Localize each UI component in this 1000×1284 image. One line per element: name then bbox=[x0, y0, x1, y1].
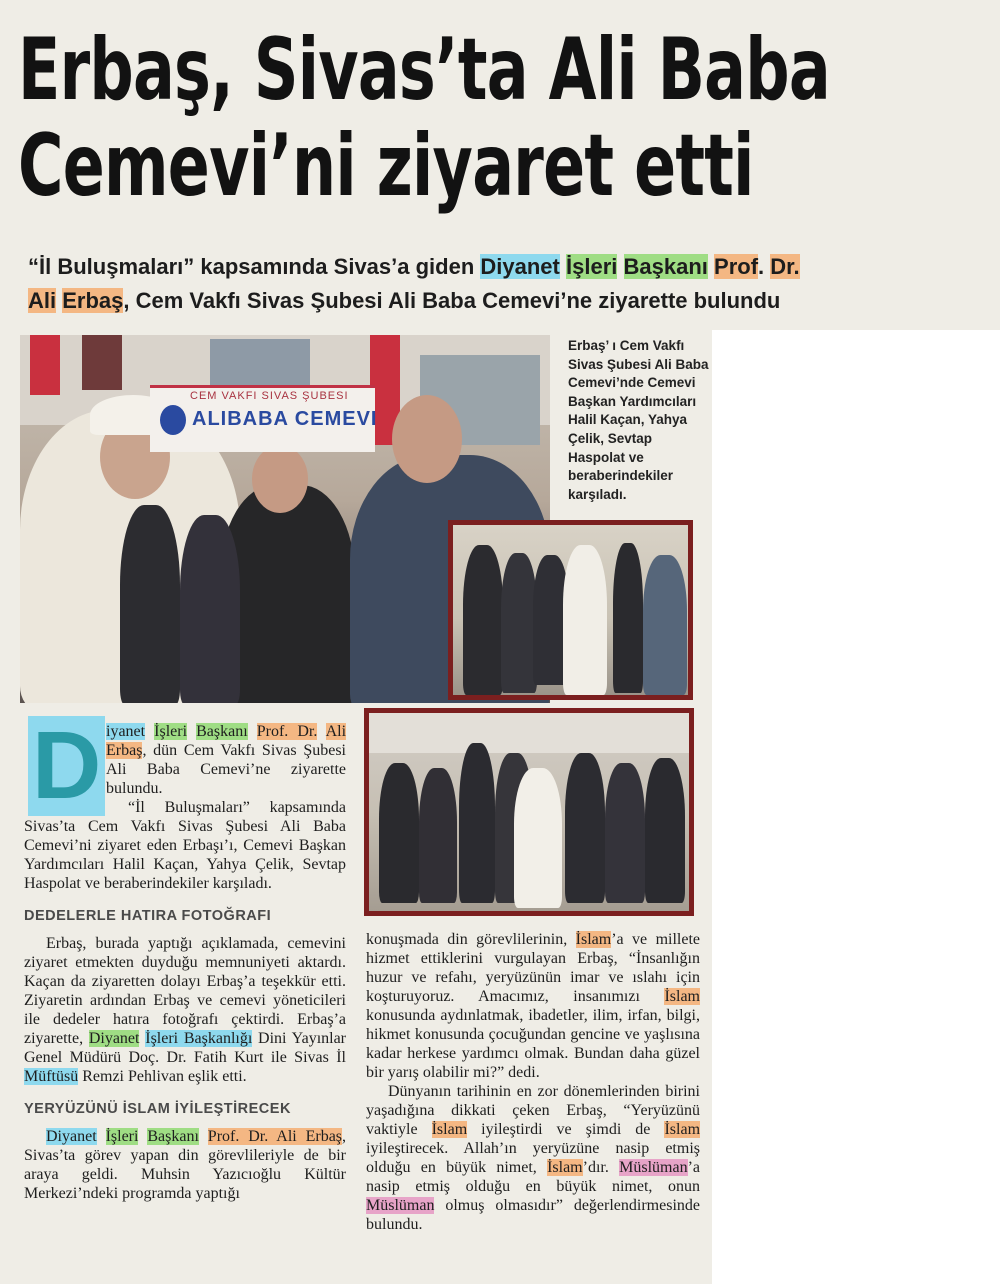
text: iyileştirecek. Allah’ın yeryüzüne nasip etmiş olduğu en büyük nimet, bbox=[366, 1140, 700, 1176]
paragraph: “İl Buluşmaları” kapsamında Sivas’ta Cem Vakfı Sivas Şubesi Ali Baba Cemevi’ni ziyaret eden Erbaşı’ı, Cemevi Başkan Yardımcıları Halil Kaçan, Yahya Çelik, Sevtap Haspolat ve beraberindekiler karşıladı. bbox=[24, 799, 346, 892]
person-figure bbox=[565, 753, 605, 903]
highlight: İslam bbox=[575, 931, 612, 948]
text: iyileştirdi ve şimdi de bbox=[467, 1121, 665, 1138]
text bbox=[145, 723, 154, 740]
text bbox=[248, 723, 257, 740]
section-subhead: DEDELERLE HATIRA FOTOĞRAFI bbox=[24, 908, 272, 924]
person-figure bbox=[501, 553, 537, 693]
room-ceiling bbox=[369, 713, 689, 753]
highlight: İslam bbox=[664, 1121, 701, 1138]
highlight: Diyanet bbox=[88, 1030, 140, 1047]
highlight: İslam bbox=[664, 988, 700, 1005]
person-dark-suit bbox=[220, 485, 355, 703]
text: Erbaş, burada yaptığı açıklamada, cemevini ziyaret etmekten duyduğu memnuniyeti aktardı. Kaçan da ziyaretten dolayı Erbaş’a teşekkür etti. Ziyaretin ardından Erbaş ve cemevi yöneticileri ile dedeler hatıra fotoğrafı çektirdi. Erbaş’a ziyarette, bbox=[24, 935, 346, 1047]
dropcap-box bbox=[24, 712, 102, 819]
headline-line-1: Erbaş, Sivas’ta Ali Baba bbox=[18, 20, 830, 120]
headline-line-2: Cemevi’ni ziyaret etti bbox=[18, 116, 754, 216]
highlight: Prof. Dr. Ali Erbaş bbox=[207, 1128, 343, 1145]
person-figure bbox=[419, 768, 457, 903]
highlight: Başkanı bbox=[196, 723, 248, 740]
highlight: Başkanı bbox=[147, 1128, 199, 1145]
highlight: Müslüman bbox=[366, 1197, 435, 1214]
person-head bbox=[252, 445, 308, 513]
text: ’a ve millete hizmet ettiklerini vurgulayan Erbaş, “İnsanlığın huzur ve refahı, yeryüzünün imar ve ıslahı için koşturuyoruz. Amacımız, insanımızı bbox=[366, 931, 700, 1005]
highlight: İslam bbox=[547, 1159, 583, 1176]
photo-group bbox=[364, 708, 694, 916]
text bbox=[199, 1128, 208, 1145]
person-head bbox=[392, 395, 462, 483]
text: konusunda aydınlatmak, ibadetler, ilim, irfan, bilgi, hikmet konusunda çocuğundan gencine ve yaşlısına kadar herkese yardımcı olmak. Bundan daha güzel bir yarış olabilir mi?” dedi. bbox=[366, 1007, 700, 1081]
person-white-robe bbox=[514, 768, 562, 908]
paragraph bbox=[24, 1127, 346, 1203]
highlight: Diyanet bbox=[46, 1128, 97, 1145]
person-figure bbox=[459, 743, 495, 903]
deck-highlight: İşleri bbox=[566, 254, 618, 279]
highlight: Müslüman bbox=[619, 1159, 688, 1176]
photo-caption: Erbaş’ ı Cem Vakfı Sivas Şubesi Ali Baba Cemevi’nde Cemevi Başkan Yardımcıları Halil Kaçan, Yahya Çelik, Sevtap Haspolat ve beraberindekiler karşıladı. bbox=[568, 338, 709, 502]
person-background bbox=[180, 515, 240, 703]
text: , dün Cem Vakfı Sivas Şubesi Ali Baba Cemevi’ne ziyarette bulundu. bbox=[106, 742, 346, 797]
highlight: Müftüsü bbox=[24, 1068, 79, 1085]
deck-highlight: Başkanı bbox=[623, 254, 708, 279]
person-figure bbox=[463, 545, 503, 695]
dropcap: D bbox=[28, 716, 105, 816]
deck-text bbox=[617, 254, 623, 279]
building-window bbox=[82, 335, 122, 390]
person-background bbox=[120, 505, 180, 703]
text: olmuş olmasıdır” değerlendirmesinde bulundu. bbox=[366, 1197, 700, 1233]
deck-text: . bbox=[758, 254, 771, 279]
highlight: İslam bbox=[431, 1121, 468, 1138]
deck-highlight: Prof bbox=[714, 254, 759, 279]
deck-text: “İl Buluşmaları” kapsamında Sivas’a giden bbox=[28, 254, 481, 279]
cemevi-logo-icon bbox=[160, 405, 186, 435]
paragraph bbox=[366, 930, 700, 1082]
person-figure bbox=[643, 555, 687, 695]
text bbox=[138, 1128, 147, 1145]
text: ’dır. bbox=[582, 1159, 620, 1176]
highlight: Ali Erbaş bbox=[106, 723, 347, 759]
building-pillar bbox=[30, 335, 60, 395]
section-subhead: YERYÜZÜNÜ İSLAM İYİLEŞTİRECEK bbox=[24, 1101, 291, 1117]
building-window bbox=[210, 339, 310, 389]
paragraph bbox=[366, 1082, 700, 1234]
article-column-left bbox=[24, 712, 347, 1203]
headline bbox=[18, 20, 830, 216]
text: Dünyanın tarihinin en zor dönemlerinden birini yaşadığına dikkati çeken Erbaş, “Yeryüzünü vaktiyle bbox=[366, 1083, 700, 1138]
highlight: İşleri bbox=[105, 1128, 139, 1145]
text: Remzi Pehlivan eşlik etti. bbox=[78, 1068, 247, 1085]
highlight: İşleri bbox=[154, 723, 188, 740]
person-white-robe bbox=[563, 545, 607, 695]
deck-highlight: Erbaş bbox=[62, 288, 124, 313]
person-figure bbox=[613, 543, 643, 693]
text: ’a nasip etmiş olduğu en büyük nimet, onun bbox=[366, 1159, 701, 1195]
person-figure bbox=[605, 763, 645, 903]
photo-handshake bbox=[448, 520, 693, 700]
text: Dini Yayınlar Genel Müdürü Doç. Dr. Fatih Kurt ile Sivas İl bbox=[24, 1030, 347, 1066]
sign-main-text: ALIBABA CEMEVI bbox=[192, 408, 378, 430]
deck-highlight: Dr. bbox=[770, 254, 800, 279]
highlight: İşleri Başkanlığı bbox=[145, 1030, 253, 1047]
text bbox=[97, 1128, 106, 1145]
deck-highlight: Ali bbox=[28, 288, 57, 313]
text bbox=[187, 723, 196, 740]
paragraph bbox=[24, 934, 346, 1086]
person-figure bbox=[645, 758, 685, 903]
highlight: iyanet bbox=[106, 723, 146, 740]
article-column-right bbox=[366, 930, 700, 1234]
deck-highlight: Diyanet bbox=[480, 254, 560, 279]
sign-top-text: CEM VAKFI SIVAS ŞUBESI bbox=[190, 390, 349, 402]
person-figure bbox=[379, 763, 419, 903]
text: konuşmada din görevlilerinin, bbox=[366, 931, 576, 948]
deck-subtitle bbox=[28, 250, 988, 318]
text: , Sivas’ta görev yapan din görevlileriyle de bir araya geldi. Muhsin Yazıcıoğlu Kültür Merkezi’ndeki programda yaptığı bbox=[24, 1128, 347, 1202]
text bbox=[317, 723, 325, 740]
deck-text: , Cem Vakfı Sivas Şubesi Ali Baba Cemevi’ne ziyarette bulundu bbox=[123, 288, 781, 313]
highlight: Prof. Dr. bbox=[256, 723, 318, 740]
